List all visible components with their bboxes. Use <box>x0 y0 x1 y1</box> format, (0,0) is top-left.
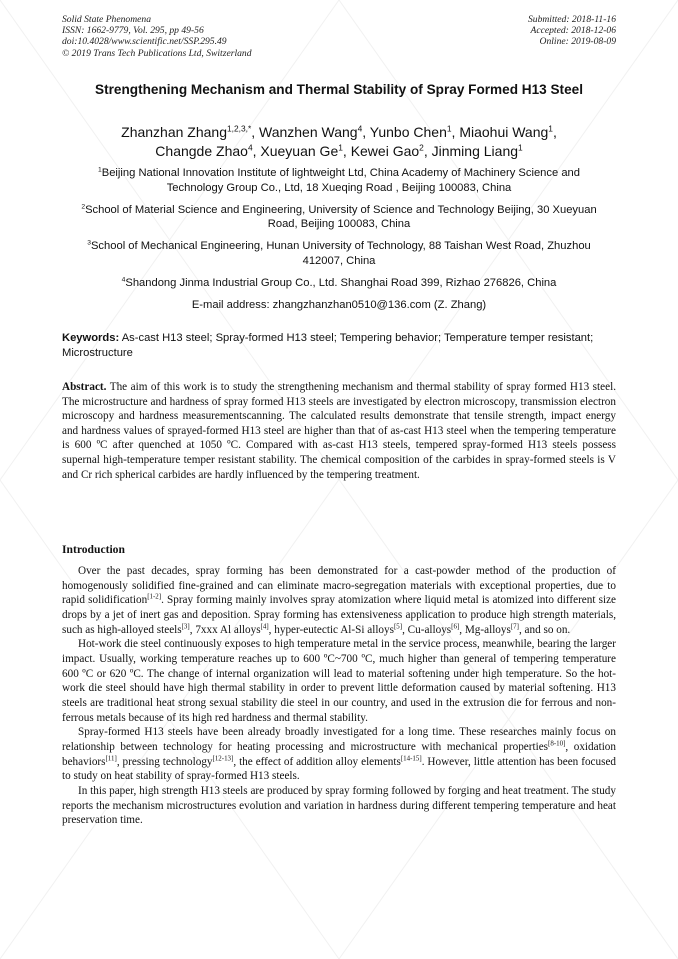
affiliation-text: Beijing National Innovation Institute of lightweight Ltd, China Academy of Machinery Science and Technology Group Co., Ltd, 18 Xueqing Road , Beijing 100083, China <box>101 167 580 194</box>
affiliation-text: School of Mechanical Engineering, Hunan University of Technology, 88 Taishan West Road, Zhuzhou 412007, China <box>90 240 591 267</box>
paragraph-text: , hyper-eutectic Al-Si alloys <box>268 623 394 636</box>
affiliation-2 <box>70 203 608 232</box>
citation-ref: [4] <box>260 621 269 630</box>
author-name: Changde Zhao <box>155 143 248 159</box>
author-affiliation-mark: 4 <box>247 142 253 153</box>
affiliation-4 <box>70 276 608 291</box>
paragraph-text: Spray-formed H13 steels have been already broadly investigated for a long time. These researches mainly focus on relationship between technology for heating processing and microstructure with mechanical properties <box>62 726 616 753</box>
intro-paragraph-1 <box>62 564 616 637</box>
paragraph-text: . However, little attention has been focused to study on heat stability of spray-formed H13 steels. <box>62 755 617 783</box>
citation-ref: [3] <box>181 621 190 630</box>
affiliation-number: 1 <box>98 166 102 174</box>
author-affiliation-mark: 1 <box>446 123 452 134</box>
author-affiliation-mark: 1,2,3,* <box>227 123 252 134</box>
doi-line: doi:10.4028/www.scientific.net/SSP.295.49 <box>62 36 227 48</box>
citation-ref: [6] <box>451 621 460 630</box>
affiliation-text: Shandong Jinma Industrial Group Co., Ltd. Shanghai Road 399, Rizhao 276826, China <box>125 277 557 290</box>
citation-ref: [11] <box>105 753 117 762</box>
author-name: Yunbo Chen <box>369 124 447 140</box>
author-affiliation-mark: 1 <box>518 142 523 153</box>
paragraph-text: , and so on. <box>518 623 571 636</box>
paper-title: Strengthening Mechanism and Thermal Stability of Spray Formed H13 Steel <box>95 82 583 97</box>
author-name: Jinming Liang <box>431 143 519 159</box>
submitted-date: Submitted: 2018-11-16 <box>527 14 616 25</box>
intro-paragraph-3 <box>62 725 616 784</box>
paragraph-text: , Mg-alloys <box>459 623 511 636</box>
affiliation-list <box>70 166 608 313</box>
citation-ref: [1-2] <box>147 592 162 601</box>
citation-ref: [12-13] <box>212 753 234 762</box>
journal-name: Solid State Phenomena <box>62 14 151 25</box>
author-affiliation-mark: 2 <box>419 142 424 153</box>
accepted-date: Accepted: 2018-12-06 <box>530 25 616 37</box>
author-name: Zhanzhan Zhang <box>121 124 227 140</box>
affiliation-1 <box>70 166 608 195</box>
submission-dates <box>528 14 616 48</box>
abstract-label: Abstract. <box>62 381 107 393</box>
paragraph-text: , the effect of addition alloy elements <box>233 755 401 768</box>
online-date: Online: 2019-08-09 <box>539 36 616 48</box>
affiliation-text: School of Material Science and Engineering, University of Science and Technology Beijing, 30 Xueyuan Road, Beijing 100083, China <box>85 203 597 231</box>
author-name: Miaohui Wang <box>459 124 549 140</box>
abstract-text: The aim of this work is to study the strengthening mechanism and thermal stability of spray formed H13 steel. The microstructure and hardness of spray formed H13 steels are investigated by electron microscopy, transmission electron microscopy and hardness measurementscanning. The calculated results demonstrate that tensile strength, impact energy and hardness values of sprayed-formed H13 steel are higher than that of as-cast H13 steel when the tempering temperature is 600 ºC after quenched at 1050 ºC. Compared with as-cast H13 steels, tempered spray-formed H13 steels possess supernal high-temperature temper resistant stability. The chemical composition of the carbides in spray-formed steels is V and Cr rich spherical carbides are hardly influenced by the tempering treatment. <box>62 381 616 481</box>
author-name: Xueyuan Ge <box>260 143 339 159</box>
issn-line: ISSN: 1662-9779, Vol. 295, pp 49-56 <box>62 25 204 37</box>
journal-info <box>62 14 252 59</box>
affiliation-number: 4 <box>121 276 126 284</box>
author-name: Wanzhen Wang <box>259 124 358 140</box>
keywords-label: Keywords: <box>62 332 120 344</box>
corresponding-email: E-mail address: zhangzhanzhan0510@136.com (Z. Zhang) <box>191 299 487 312</box>
author-affiliation-mark: 4 <box>357 123 363 134</box>
introduction-heading: Introduction <box>62 543 125 556</box>
citation-ref: [8-10] <box>548 739 566 748</box>
author-list: Zhanzhan Zhang$^{1,2,3,*}$, Wanzhen Wang$^4$, Yunbo Chen$^1$, Miaohui Wang$^1$, Changde Zhao$^4$, Xueyuan Ge$^1$, Kewei Gao$^2$, Jinming Liang$^1$ <box>121 123 557 159</box>
affiliation-3 <box>70 239 608 268</box>
abstract-section <box>62 380 616 482</box>
paragraph-text: , oxidation behaviors <box>62 740 616 768</box>
author-affiliation-mark: 1 <box>338 142 343 153</box>
author-name: Kewei Gao <box>350 143 420 159</box>
intro-paragraph-2: Hot-work die steel continuously exposes to high temperature metal in the service process, meanwhile, bearing the larger impact. Usually, working temperature reaches up to 600 ºC~700 ºC, much higher than general of tempering temperature 600 ºC or 620 ºC. The change of internal organization will lead to material softening under high temperature. So the hot-work die steel should have high thermal stability in order to prevent little deformation caused by material softening. H13 steels are traditional heat strong sexual stability die steel in our country, and used in the extrusion die for ferrous and non-ferrous metals because of its high red hardness and thermal stability. <box>62 638 616 724</box>
paragraph-text: , 7xxx Al alloys <box>189 623 261 636</box>
keywords-section <box>62 331 616 360</box>
introduction-body <box>62 564 616 828</box>
affiliation-number: 2 <box>81 202 86 210</box>
paragraph-text: . Spray forming mainly involves spray atomization where liquid metal is atomized into different size drops by a jet of inert gas and deposition. Spray forming has extensiveness application to produce high strength materials, such as high-alloyed steels <box>62 594 617 636</box>
paragraph-text: , Cu-alloys <box>402 623 452 636</box>
keywords-text: As-cast H13 steel; Spray-formed H13 steel; Tempering behavior; Temperature temper resistant; Microstructure <box>62 332 594 359</box>
citation-ref: [14-15] <box>400 753 422 762</box>
copyright-line: © 2019 Trans Tech Publications Ltd, Switzerland <box>62 47 252 59</box>
author-affiliation-mark: 1 <box>548 123 553 134</box>
affiliation-number: 3 <box>87 239 91 247</box>
intro-paragraph-4: In this paper, high strength H13 steels are produced by spray forming followed by forging and heat treatment. The study reports the mechanism microstructures evolution and variation in hardness during different tempering temperature and heat preservation time. <box>62 784 616 827</box>
paragraph-text: Over the past decades, spray forming has been demonstrated for a cast-powder method of the production of homogenously solidified fine-grained and can eliminate macro-segregation materials with exceptional properties, due to rapid solidification <box>62 565 616 607</box>
citation-ref: [5] <box>393 621 403 630</box>
citation-ref: [7] <box>510 621 519 630</box>
paragraph-text: , pressing technology <box>116 755 213 768</box>
